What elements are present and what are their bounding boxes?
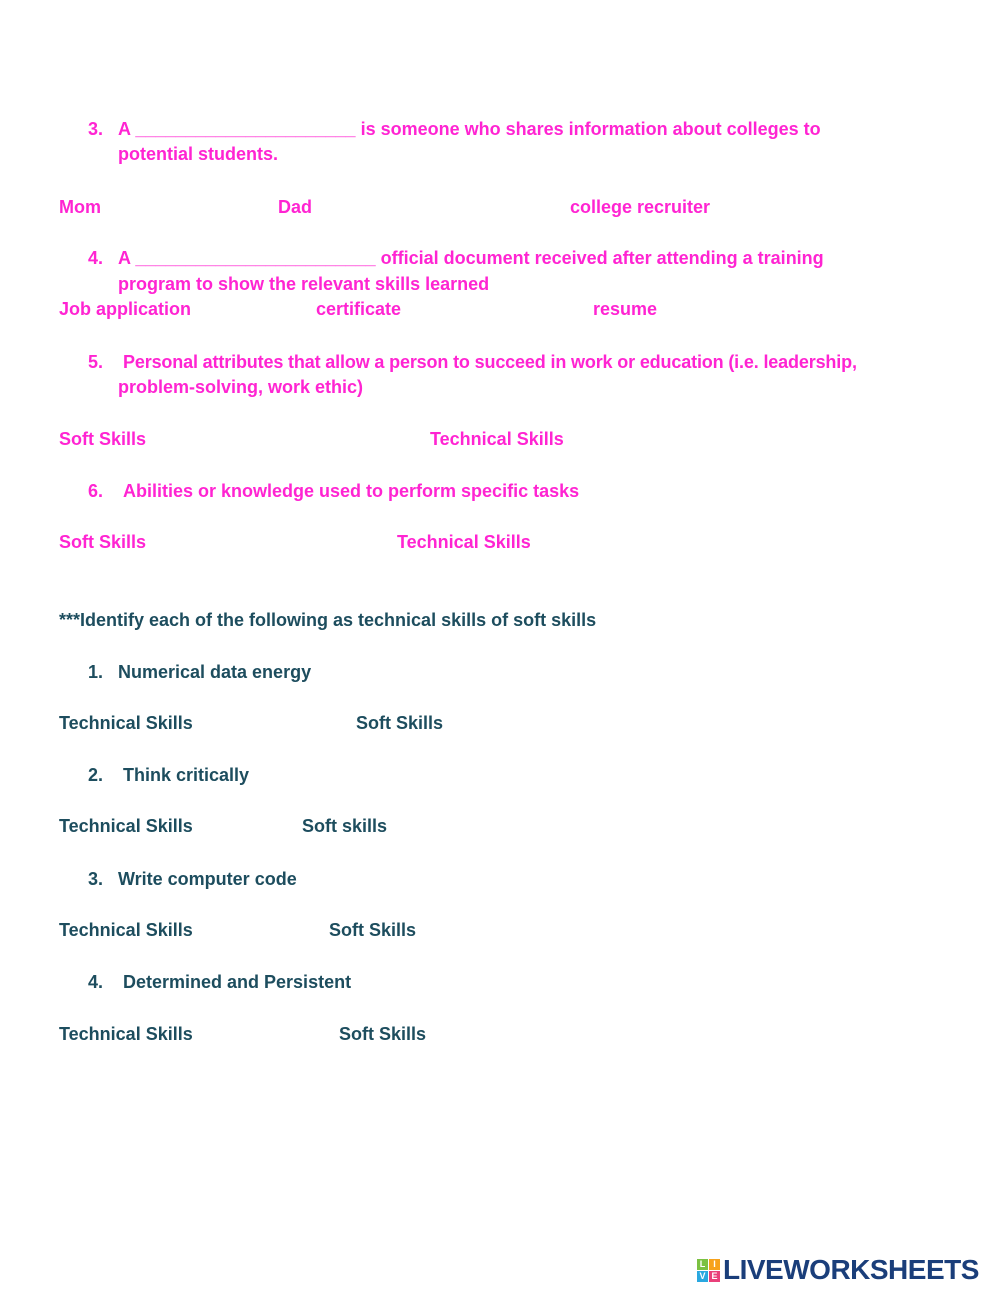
logo-icon: [697, 1259, 720, 1282]
answer-option[interactable]: Dad: [278, 197, 313, 217]
logo-letter: I: [709, 1259, 720, 1270]
answer-option[interactable]: Soft Skills: [59, 532, 147, 552]
answer-option[interactable]: Technical Skills: [397, 532, 531, 552]
liveworksheets-logo: [697, 1255, 979, 1285]
answer-option[interactable]: Technical Skills: [59, 920, 193, 940]
skill-item-text: Determined and Persistent: [123, 972, 352, 992]
answer-option[interactable]: Soft skills: [302, 816, 388, 836]
skill-item-number: 4.: [88, 972, 104, 992]
answer-option[interactable]: Technical Skills: [59, 713, 193, 733]
question-6-number: 6.: [88, 481, 104, 501]
answer-option[interactable]: Technical Skills: [430, 429, 564, 449]
question-3-number: 3.: [88, 119, 104, 139]
answer-option[interactable]: resume: [593, 299, 658, 319]
logo-letter: L: [697, 1259, 708, 1270]
skill-item-text: Think critically: [123, 765, 250, 785]
skill-item-number: 3.: [88, 869, 104, 889]
answer-option[interactable]: Technical Skills: [59, 816, 193, 836]
question-4-line-2: program to show the relevant skills learned: [118, 274, 490, 294]
skill-item-number: 1.: [88, 662, 104, 682]
answer-option[interactable]: Job application: [59, 299, 192, 319]
logo-text: LIVEWORKSHEETS: [723, 1254, 979, 1285]
question-5-line-2: problem-solving, work ethic): [118, 377, 364, 397]
question-5-line-1: Personal attributes that allow a person to succeed in work or education (i.e. leadership,: [123, 352, 857, 372]
answer-option[interactable]: Soft Skills: [329, 920, 417, 940]
answer-option[interactable]: Soft Skills: [59, 429, 147, 449]
skill-item-text: Write computer code: [118, 869, 297, 889]
answer-option[interactable]: Soft Skills: [339, 1024, 427, 1044]
question-5-number: 5.: [88, 352, 104, 372]
question-4-line-1: A ________________________ official document received after attending a training: [118, 248, 824, 268]
answer-option[interactable]: Mom: [59, 197, 101, 217]
skill-item-number: 2.: [88, 765, 104, 785]
skill-item-text: Numerical data energy: [118, 662, 312, 682]
question-3-line-1: A ______________________ is someone who shares information about colleges to: [118, 119, 821, 139]
logo-letter: E: [709, 1271, 720, 1282]
section-heading: ***Identify each of the following as technical skills of soft skills: [59, 610, 597, 630]
answer-option[interactable]: certificate: [316, 299, 402, 319]
question-6-line-1: Abilities or knowledge used to perform specific tasks: [123, 481, 580, 501]
question-4-number: 4.: [88, 248, 104, 268]
logo-letter: V: [697, 1271, 708, 1282]
question-3-line-2: potential students.: [118, 144, 279, 164]
answer-option[interactable]: Technical Skills: [59, 1024, 193, 1044]
answer-option[interactable]: college recruiter: [570, 197, 711, 217]
answer-option[interactable]: Soft Skills: [356, 713, 444, 733]
